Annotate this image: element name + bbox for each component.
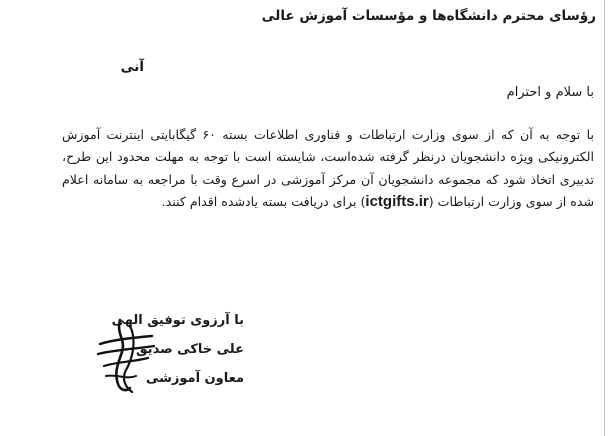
letter-body	[62, 124, 594, 214]
letter-greeting: با سلام و احترام	[506, 85, 594, 100]
page-border-rule	[604, 0, 605, 436]
urgency-label: آنی	[120, 59, 144, 75]
signer-name: علی خاکی صدیق	[135, 342, 244, 357]
signer-title: معاون آموزشی	[145, 371, 244, 386]
letter-body-text-end: ) برای دریافت بسته یادشده اقدام کنند.	[161, 194, 366, 210]
handwritten-signature	[96, 316, 156, 396]
letter-body-text-start: با توجه به آن که از سوی وزارت ارتباطات و فناوری اطلاعات بسته ۶۰ گیگابایتی اینترنت آموزش الکترونیکی ویژه دانشجویان درنظر گرفته شده‌است، شایسته است با توجه به مهلت محدود این طرح، تدبیری اتخاذ شود که مجموعه دانشجویان آن مرکز آموزشی در اسرع وقت با مراجعه به سامانه اعلام شده از سوی وزارت ارتباطات (	[62, 127, 595, 210]
letter-recipient: رؤسای محترم دانشگاه‌ها و مؤسسات آموزش عالی	[261, 8, 596, 24]
closing-line: با آرزوی توفیق الهی	[111, 313, 244, 328]
site-address: ictgifts.ir	[365, 193, 429, 211]
